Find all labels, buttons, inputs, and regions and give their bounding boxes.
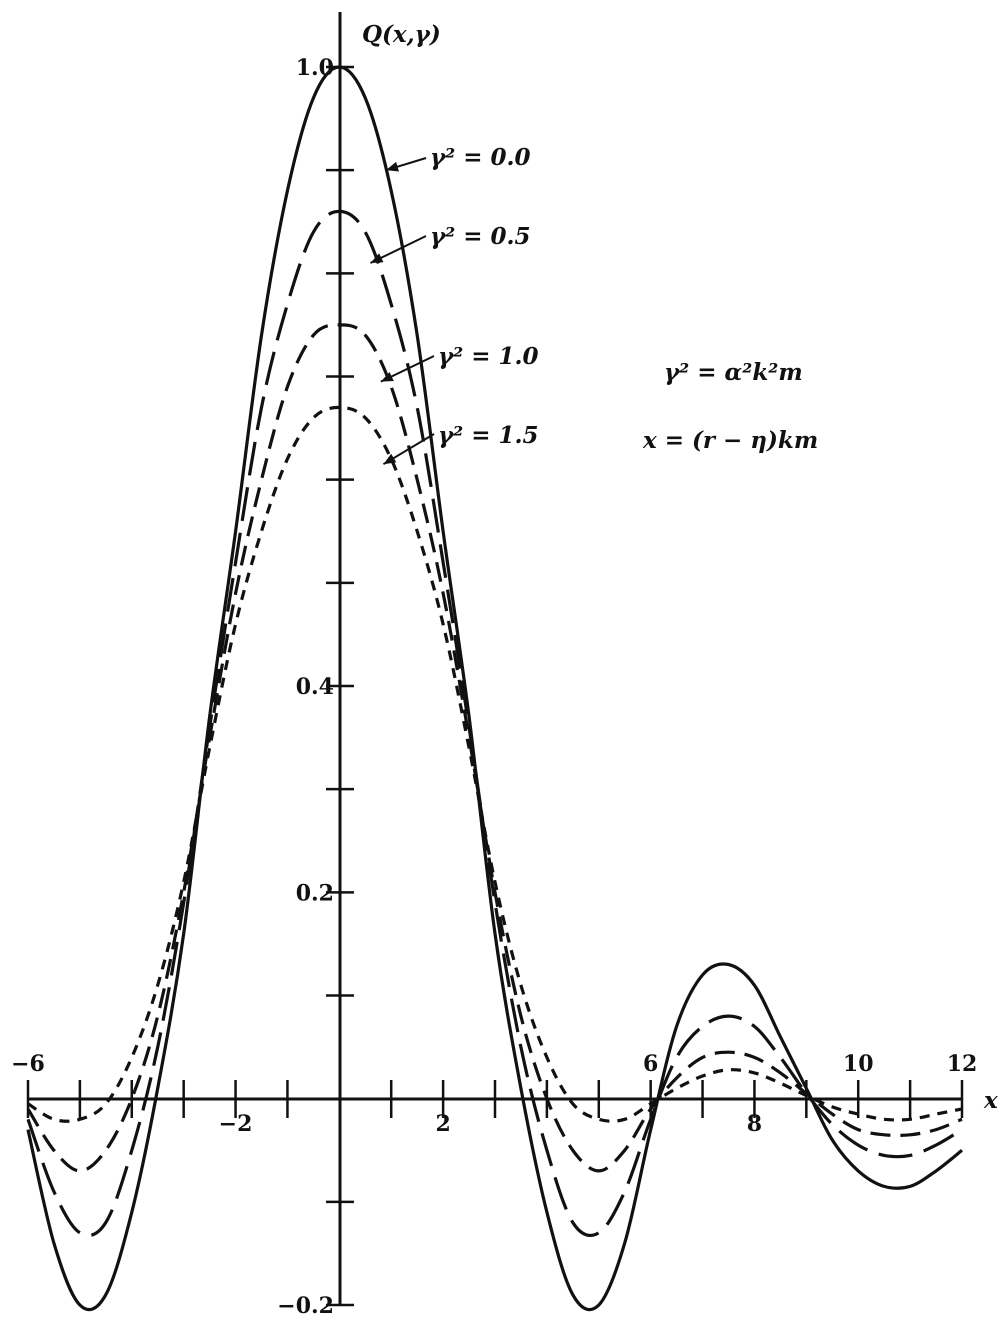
formula-block xyxy=(642,359,818,454)
annotation-arrowhead xyxy=(386,162,399,172)
series-line-gamma-1-5 xyxy=(28,407,962,1121)
y-tick-label: 1.0 xyxy=(295,55,334,81)
x-tick-label: 10 xyxy=(842,1051,874,1077)
annotation-gamma-1-0: γ² = 1.0 xyxy=(438,343,539,370)
x-tick-label: −2 xyxy=(218,1111,253,1137)
y-tick-label: −0.2 xyxy=(277,1293,334,1319)
x-tick-label: 2 xyxy=(435,1111,451,1137)
annotation-gamma-0-0: γ² = 0.0 xyxy=(430,144,531,171)
x-tick-label: −6 xyxy=(11,1051,45,1077)
annotation-gamma-0-5: γ² = 0.5 xyxy=(430,223,531,250)
series-line-gamma-1 xyxy=(28,325,962,1171)
x-tick-label: 12 xyxy=(946,1051,978,1077)
series-line-gamma-0 xyxy=(28,67,962,1310)
y-tick-label: 0.4 xyxy=(295,674,334,700)
x-tick-label: 6 xyxy=(643,1051,659,1077)
x-tick-label: 8 xyxy=(746,1111,763,1137)
annotation-gamma-1-5: γ² = 1.5 xyxy=(438,422,539,449)
curves xyxy=(28,67,962,1310)
curve-annotations xyxy=(430,144,539,449)
formula-x: x = (r − η)km xyxy=(643,427,819,454)
x-axis-title: x xyxy=(984,1087,998,1114)
y-tick-label: 0.2 xyxy=(295,880,334,907)
formula-gamma: γ² = α²k²m xyxy=(664,359,803,386)
y-axis-title: Q(x,γ) xyxy=(362,21,441,48)
